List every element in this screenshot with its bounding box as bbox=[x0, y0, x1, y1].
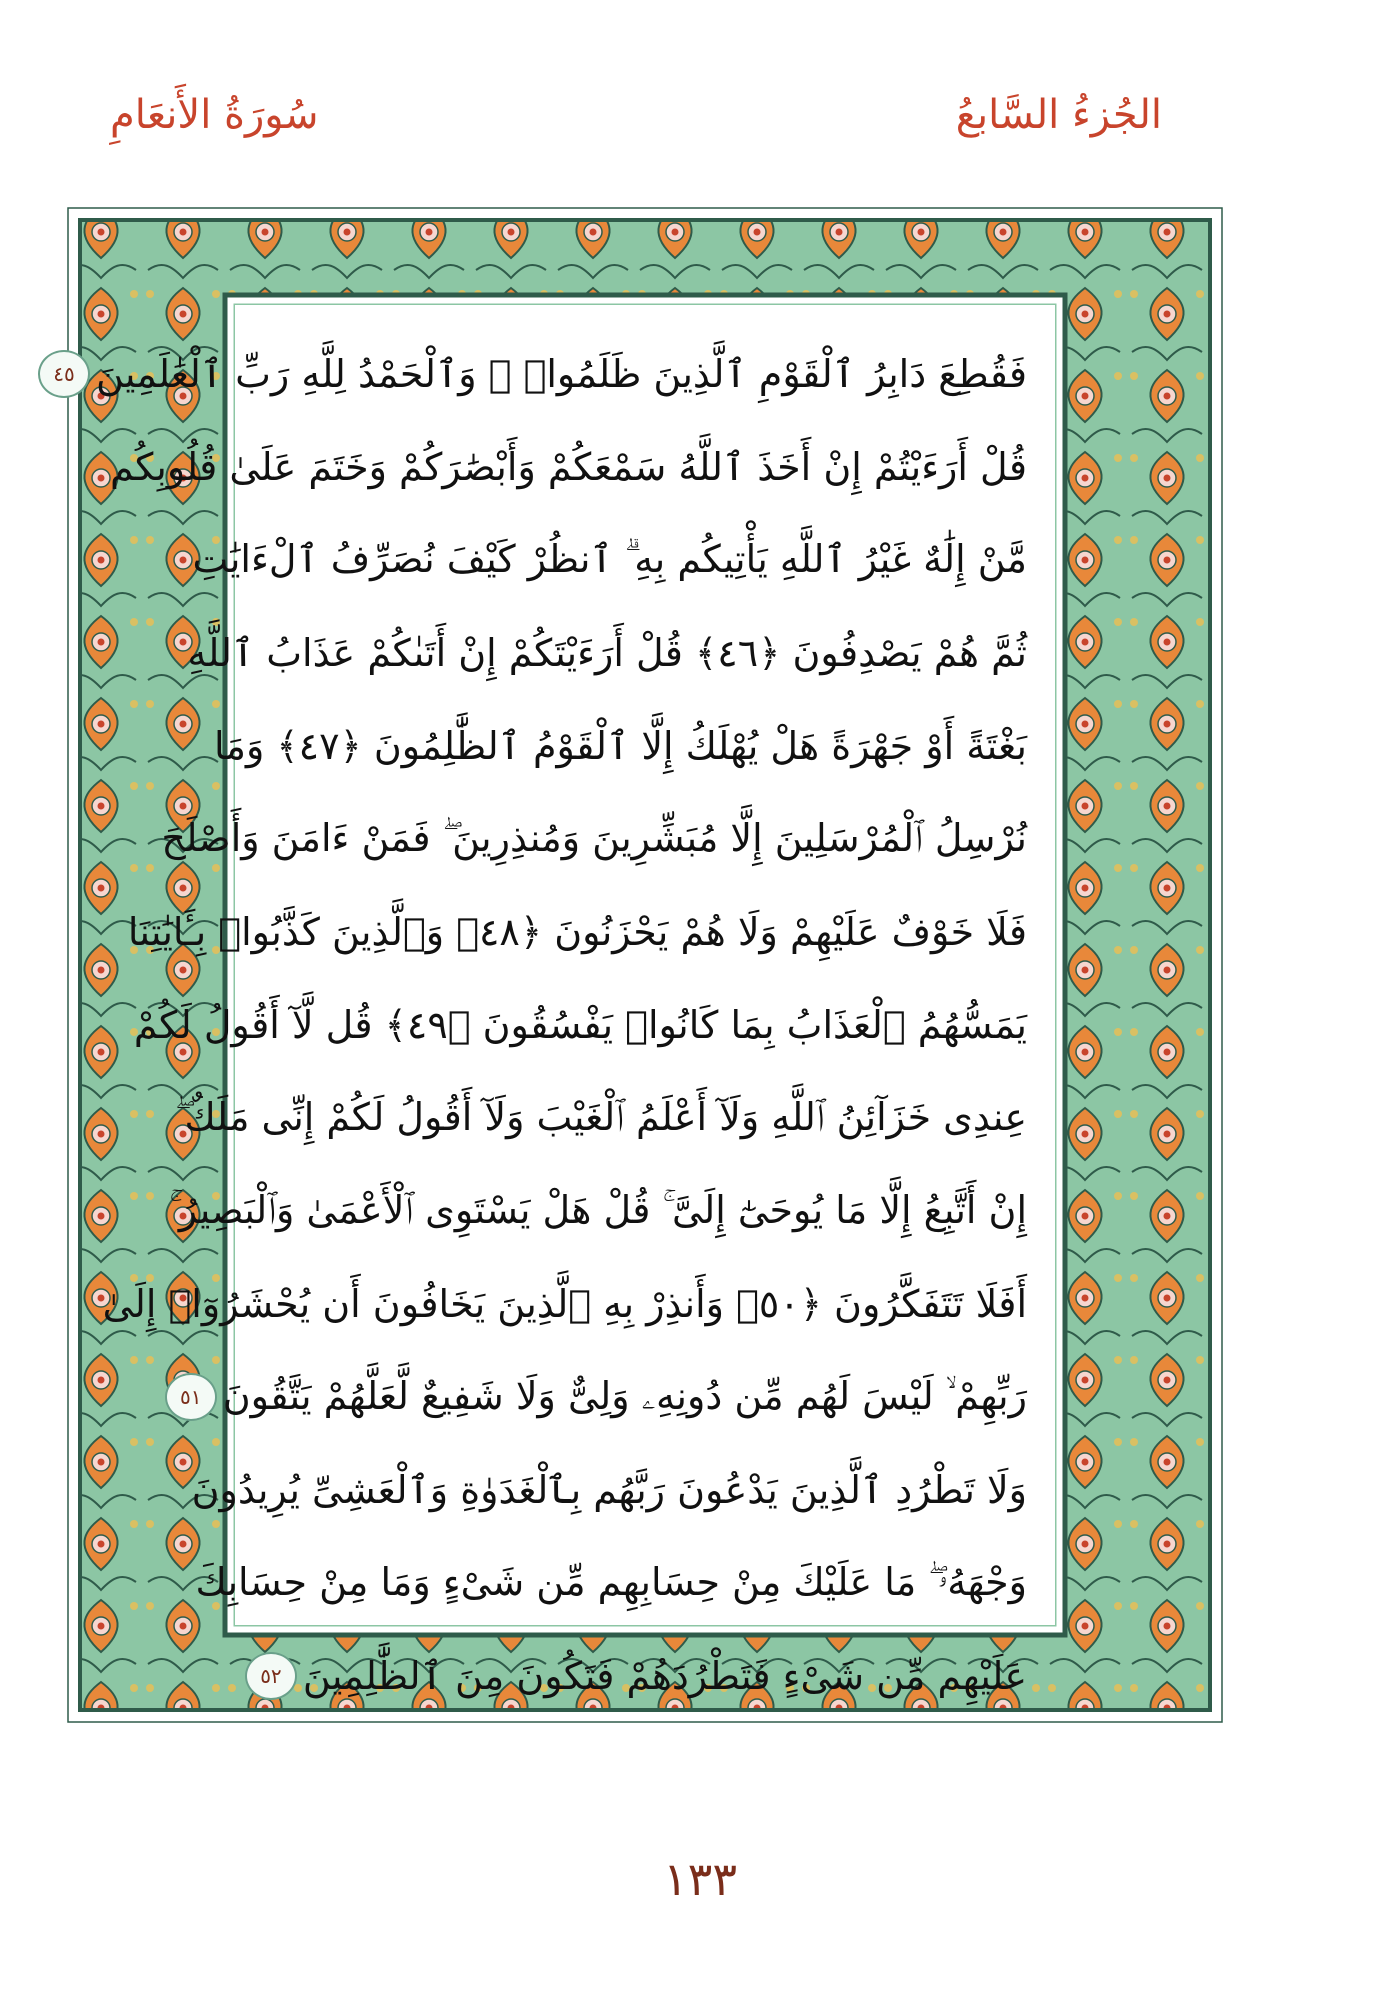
verse-line-text: ثُمَّ هُمْ يَصْدِفُونَ ﴿٤٦﴾ قُلْ أَرَءَيْتَكُمْ إِنْ أَتَىٰكُمْ عَذَابُ ٱللَّهِ bbox=[187, 630, 1027, 675]
verse-text-area bbox=[53, 305, 1055, 1698]
text-line bbox=[127, 885, 1027, 978]
verse-line-text: إِنْ أَتَّبِعُ إِلَّا مَا يُوحَىٰٓ إِلَىَّ ۚ قُلْ هَلْ يَسْتَوِى ٱلْأَعْمَىٰ وَٱلْبَصِيرُ ۚ bbox=[169, 1188, 1027, 1232]
text-line bbox=[214, 699, 1027, 792]
juz-label: الجُزءُ السَّابعُ bbox=[955, 92, 1162, 138]
text-line bbox=[161, 792, 1027, 885]
verse-line-text: يَمَسُّهُمُ ٱلْعَذَابُ بِمَا كَانُوا۟ يَفْسُقُونَ ﴿٤٩﴾ قُل لَّآ أَقُولُ لَكُمْ bbox=[133, 1002, 1027, 1047]
text-line bbox=[133, 978, 1027, 1071]
verse-line-text: رَبِّهِمْ ۙ لَيْسَ لَهُم مِّن دُونِهِۦ وَلِىٌّ وَلَا شَفِيعٌ لَّعَلَّهُمْ يَتَّقُونَ bbox=[222, 1374, 1027, 1418]
ayah-marker: ٤٥ bbox=[38, 350, 90, 398]
verse-line-text: وَلَا تَطْرُدِ ٱلَّذِينَ يَدْعُونَ رَبَّهُم بِٱلْغَدَوٰةِ وَٱلْعَشِىِّ يُرِيدُونَ bbox=[191, 1467, 1027, 1512]
text-line bbox=[260, 1629, 1027, 1722]
text-line bbox=[175, 1071, 1027, 1164]
verse-line-text: عَلَيْهِم مِّن شَىْءٍ فَتَطْرُدَهُمْ فَتَكُونَ مِنَ ٱلظَّٰلِمِينَ bbox=[302, 1653, 1027, 1698]
verse-line-text: أَفَلَا تَتَفَكَّرُونَ ﴿٥٠﴾ وَأَنذِرْ بِهِ ٱلَّذِينَ يَخَافُونَ أَن يُحْشَرُوٓا۟ إِلَىٰ bbox=[102, 1281, 1027, 1326]
text-line bbox=[180, 1350, 1027, 1443]
verse-line-text: مَّنْ إِلَٰهٌ غَيْرُ ٱللَّهِ يَأْتِيكُم بِهِ ۗ ٱنظُرْ كَيْفَ نُصَرِّفُ ٱلْءَايَٰتِ bbox=[192, 537, 1027, 581]
verse-line-text: بَغْتَةً أَوْ جَهْرَةً هَلْ يُهْلَكُ إِلَّا ٱلْقَوْمُ ٱلظَّٰلِمُونَ ﴿٤٧﴾ وَمَا bbox=[214, 723, 1027, 768]
verse-line-text: فَلَا خَوْفٌ عَلَيْهِمْ وَلَا هُمْ يَحْزَنُونَ ﴿٤٨﴾ وَٱلَّذِينَ كَذَّبُوا۟ بِـَٔايَٰتِنَا bbox=[127, 909, 1027, 954]
surah-label: سُورَةُ الأَنعَامِ bbox=[110, 92, 319, 138]
verse-line-text: قُلْ أَرَءَيْتُمْ إِنْ أَخَذَ ٱللَّهُ سَمْعَكُمْ وَأَبْصَٰرَكُمْ وَخَتَمَ عَلَىٰ قُلُوبِكُم bbox=[110, 444, 1027, 489]
verse-line-text: فَقُطِعَ دَابِرُ ٱلْقَوْمِ ٱلَّذِينَ ظَلَمُوا۟ ۚ وَٱلْحَمْدُ لِلَّهِ رَبِّ ٱلْعَٰلَمِينَ bbox=[95, 351, 1027, 396]
text-line bbox=[169, 1164, 1027, 1257]
text-line bbox=[192, 513, 1027, 606]
verse-line-text: نُرْسِلُ ٱلْمُرْسَلِينَ إِلَّا مُبَشِّرِينَ وَمُنذِرِينَ ۖ فَمَنْ ءَامَنَ وَأَصْلَحَ bbox=[161, 816, 1027, 860]
text-line bbox=[187, 606, 1027, 699]
text-line bbox=[191, 1443, 1027, 1536]
page-number: ١٣٣ bbox=[662, 1852, 738, 1906]
text-line bbox=[53, 327, 1027, 420]
verse-line-text: وَجْهَهُۥ ۖ مَا عَلَيْكَ مِنْ حِسَابِهِم مِّن شَىْءٍ وَمَا مِنْ حِسَابِكَ bbox=[195, 1560, 1027, 1604]
verse-line-text: عِندِى خَزَآئِنُ ٱللَّهِ وَلَآ أَعْلَمُ ٱلْغَيْبَ وَلَآ أَقُولُ لَكُمْ إِنِّى مَلَكٌ ۖ bbox=[175, 1095, 1027, 1139]
text-line bbox=[195, 1536, 1027, 1629]
text-line bbox=[102, 1257, 1027, 1350]
text-line bbox=[110, 420, 1027, 513]
ayah-marker: ٥١ bbox=[165, 1373, 217, 1421]
ayah-marker: ٥٢ bbox=[245, 1652, 297, 1700]
